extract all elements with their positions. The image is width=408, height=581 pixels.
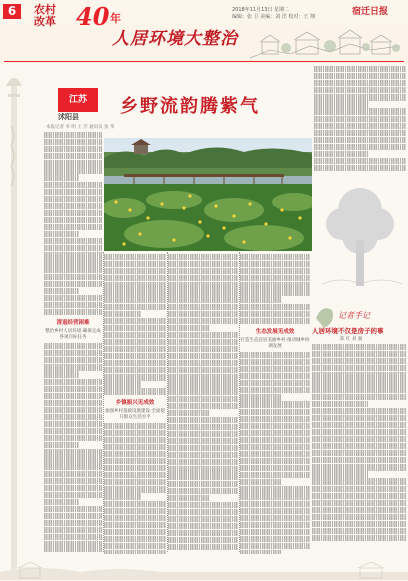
body-text-line bbox=[44, 506, 102, 512]
body-text-line bbox=[44, 259, 102, 265]
body-text-line bbox=[168, 304, 238, 310]
body-text-line bbox=[314, 116, 406, 122]
body-text-line bbox=[168, 353, 238, 359]
body-text-line bbox=[168, 431, 238, 437]
body-text-line bbox=[44, 343, 102, 349]
column-slogan: 人居环境大整治 bbox=[112, 29, 238, 49]
body-text-line bbox=[314, 151, 369, 157]
body-text-line bbox=[168, 268, 238, 274]
body-text-line bbox=[168, 367, 238, 373]
body-text-line bbox=[104, 275, 166, 281]
body-text-line bbox=[240, 458, 310, 464]
body-text-line bbox=[44, 288, 79, 294]
body-text-line bbox=[44, 513, 102, 519]
county-name: 沭阳县 bbox=[58, 113, 79, 121]
body-text-line bbox=[240, 387, 310, 393]
body-text-line bbox=[44, 146, 102, 152]
section-subheading: 清退经营困难 bbox=[56, 320, 90, 327]
page-header bbox=[0, 0, 408, 64]
body-text-line bbox=[240, 536, 310, 542]
body-text-line bbox=[168, 509, 238, 515]
section-label-line1: 农村 bbox=[34, 3, 56, 16]
body-text-line bbox=[44, 456, 102, 462]
body-text-line bbox=[312, 500, 406, 506]
body-text-line bbox=[314, 101, 369, 107]
body-text-line bbox=[104, 515, 166, 521]
body-text-line bbox=[312, 443, 406, 449]
editor-credits: 编辑：张 卫 美编：刘 洋 校对：王 翔 bbox=[232, 14, 315, 20]
body-text-line bbox=[312, 408, 406, 414]
body-text-line bbox=[168, 537, 238, 543]
body-text-line bbox=[44, 478, 102, 484]
body-text-line bbox=[44, 541, 102, 547]
body-text-line bbox=[240, 529, 310, 535]
body-text-line bbox=[104, 522, 166, 528]
essay-author: 陈 红 刘 强 bbox=[340, 337, 363, 342]
body-text-line bbox=[168, 445, 238, 451]
body-text-line bbox=[104, 437, 166, 443]
body-text-line bbox=[168, 417, 238, 423]
body-text-line bbox=[312, 386, 406, 392]
newspaper-logo: 宿迁日报 bbox=[352, 7, 389, 17]
body-text-line bbox=[168, 282, 238, 288]
body-text-line bbox=[314, 87, 406, 93]
header-rule bbox=[4, 61, 404, 62]
body-text-line bbox=[240, 515, 310, 521]
section-subheading: 乡镇振兴见成效 bbox=[115, 399, 155, 406]
body-text-line bbox=[312, 471, 368, 477]
body-text-line bbox=[44, 231, 79, 237]
body-text-line bbox=[44, 371, 79, 377]
body-text-line bbox=[168, 544, 238, 550]
body-text-line bbox=[312, 436, 406, 442]
body-text-line bbox=[168, 452, 238, 458]
body-text-line bbox=[44, 153, 102, 159]
section-subheading-note: 打造生态宜居美丽乡村·推动城乡协调发展 bbox=[240, 337, 310, 349]
body-text-line bbox=[240, 522, 310, 528]
body-text-line bbox=[312, 422, 406, 428]
body-text-line bbox=[104, 529, 166, 535]
body-text-line bbox=[240, 479, 282, 485]
county-badge: 江苏 bbox=[58, 88, 98, 112]
body-text-line bbox=[312, 344, 406, 350]
body-text-line bbox=[44, 167, 102, 173]
body-text-line bbox=[168, 481, 238, 487]
body-text-line bbox=[104, 367, 166, 373]
body-text-line bbox=[44, 534, 102, 540]
body-text-line bbox=[240, 409, 310, 415]
section-label-line2: 改革 bbox=[34, 15, 56, 28]
body-text-line bbox=[104, 381, 141, 387]
body-text-line bbox=[168, 325, 210, 331]
body-text-line bbox=[168, 289, 238, 295]
body-text-line bbox=[104, 374, 166, 380]
body-text-line bbox=[240, 373, 310, 379]
body-text-line bbox=[240, 416, 310, 422]
body-text-line bbox=[44, 357, 102, 363]
body-text-line bbox=[314, 123, 406, 129]
essay-body bbox=[312, 344, 406, 554]
section-subheading-note: 整治乡村人居环境·确保完成各项目标任务 bbox=[45, 329, 101, 341]
body-text-line bbox=[44, 182, 102, 188]
body-text-line bbox=[104, 430, 166, 436]
body-text-line bbox=[104, 486, 166, 492]
body-text-line bbox=[44, 400, 102, 406]
body-text-line bbox=[240, 472, 310, 478]
body-text-line bbox=[240, 359, 310, 365]
body-text-line bbox=[312, 372, 406, 378]
body-text-line bbox=[104, 339, 166, 345]
article-column-1 bbox=[44, 132, 102, 552]
body-text-line bbox=[240, 289, 310, 295]
article-column-3 bbox=[168, 254, 238, 554]
body-text-line bbox=[44, 350, 102, 356]
body-text-line bbox=[104, 444, 166, 450]
body-text-line bbox=[44, 274, 102, 280]
body-text-line bbox=[44, 442, 79, 448]
body-text-line bbox=[240, 401, 310, 407]
body-text-line bbox=[44, 386, 102, 392]
body-text-line bbox=[312, 528, 406, 534]
body-text-line bbox=[314, 73, 406, 79]
body-text-line bbox=[44, 132, 102, 138]
body-text-line bbox=[44, 139, 102, 145]
body-text-line bbox=[240, 423, 310, 429]
body-text-line bbox=[240, 486, 310, 492]
body-text-line bbox=[44, 160, 102, 166]
body-text-line bbox=[44, 520, 102, 526]
body-text-line bbox=[44, 238, 102, 244]
body-text-line bbox=[312, 450, 406, 456]
body-text-line bbox=[104, 451, 166, 457]
body-text-line bbox=[104, 332, 166, 338]
body-text-line bbox=[240, 318, 310, 324]
body-text-line bbox=[312, 415, 406, 421]
body-text-line bbox=[168, 275, 238, 281]
body-text-line bbox=[168, 261, 238, 267]
body-text-line bbox=[104, 479, 166, 485]
body-text-line bbox=[240, 366, 310, 372]
body-text-line bbox=[44, 295, 102, 301]
body-text-line bbox=[168, 424, 238, 430]
body-text-line bbox=[168, 346, 238, 352]
article-headline: 乡野流韵腾紫气 bbox=[120, 96, 260, 117]
body-text-line bbox=[312, 429, 406, 435]
body-text-line bbox=[168, 502, 238, 508]
body-text-line bbox=[168, 530, 238, 536]
body-text-line bbox=[312, 478, 406, 484]
body-text-line bbox=[168, 388, 238, 394]
body-text-line bbox=[44, 485, 102, 491]
body-text-line bbox=[168, 473, 238, 479]
body-text-line bbox=[240, 311, 310, 317]
body-text-line bbox=[104, 268, 166, 274]
body-text-line bbox=[44, 252, 102, 258]
body-text-line bbox=[104, 282, 166, 288]
body-text-line bbox=[168, 438, 238, 444]
body-text-line bbox=[168, 296, 238, 302]
body-text-line bbox=[104, 254, 166, 260]
body-text-line bbox=[168, 381, 238, 387]
body-text-line bbox=[312, 401, 368, 407]
body-text-line bbox=[240, 451, 310, 457]
body-text-line bbox=[104, 325, 166, 331]
body-text-line bbox=[240, 550, 282, 554]
body-text-line bbox=[312, 394, 406, 400]
body-text-line bbox=[104, 353, 166, 359]
body-text-line bbox=[312, 493, 406, 499]
wetland-park-photo bbox=[104, 138, 312, 251]
body-text-line bbox=[104, 304, 166, 310]
body-text-line bbox=[168, 311, 238, 317]
body-text-line bbox=[104, 465, 166, 471]
village-skyline-illustration bbox=[250, 20, 400, 60]
body-text-line bbox=[314, 108, 406, 114]
body-text-line bbox=[240, 282, 310, 288]
body-text-line bbox=[168, 466, 238, 472]
body-text-line bbox=[104, 296, 166, 302]
body-text-line bbox=[104, 458, 166, 464]
body-text-line bbox=[44, 449, 102, 455]
body-text-line bbox=[168, 332, 238, 338]
essay-tag: 记者手记 bbox=[338, 311, 370, 320]
body-text-line bbox=[240, 296, 282, 302]
body-text-line bbox=[168, 459, 238, 465]
body-text-line bbox=[44, 421, 102, 427]
body-text-line bbox=[44, 407, 102, 413]
body-text-line bbox=[168, 403, 238, 409]
tree-illustration bbox=[312, 180, 408, 290]
body-text-line bbox=[44, 492, 102, 498]
body-text-line bbox=[104, 550, 166, 554]
body-text-line bbox=[240, 380, 310, 386]
pillar-decoration bbox=[4, 66, 24, 576]
body-text-line bbox=[240, 268, 310, 274]
body-text-line bbox=[44, 428, 102, 434]
body-text-line bbox=[44, 379, 102, 385]
body-text-line bbox=[168, 374, 238, 380]
body-text-line bbox=[104, 388, 166, 394]
body-text-line bbox=[44, 302, 102, 308]
body-text-line bbox=[44, 463, 102, 469]
body-text-line bbox=[168, 410, 210, 416]
body-text-line bbox=[240, 444, 310, 450]
body-text-line bbox=[240, 304, 310, 310]
body-text-line bbox=[312, 535, 406, 541]
page-number: 6 bbox=[3, 4, 21, 19]
body-text-line bbox=[312, 514, 406, 520]
body-text-line bbox=[240, 430, 310, 436]
body-text-line bbox=[240, 394, 282, 400]
body-text-line bbox=[168, 523, 238, 529]
body-text-line bbox=[44, 203, 102, 209]
article-column-4 bbox=[240, 254, 310, 554]
body-text-line bbox=[240, 508, 310, 514]
body-text-line bbox=[104, 261, 166, 267]
body-text-line bbox=[168, 318, 238, 324]
body-text-line bbox=[312, 457, 406, 463]
body-text-line bbox=[240, 465, 310, 471]
body-text-line bbox=[312, 358, 406, 364]
body-text-line bbox=[44, 527, 102, 533]
body-text-line bbox=[240, 261, 310, 267]
section-subheading: 生态发展见成效 bbox=[255, 328, 295, 335]
article-column-2 bbox=[104, 254, 166, 554]
body-text-line bbox=[314, 144, 406, 150]
body-text-line bbox=[44, 224, 102, 230]
body-text-line bbox=[44, 245, 102, 251]
body-text-line bbox=[104, 311, 141, 317]
body-text-line bbox=[168, 254, 238, 260]
body-text-line bbox=[168, 488, 238, 494]
body-text-line bbox=[44, 210, 102, 216]
body-text-line bbox=[44, 217, 102, 223]
body-text-line bbox=[104, 472, 166, 478]
body-text-line bbox=[240, 352, 310, 358]
body-text-line bbox=[312, 365, 406, 371]
body-text-line bbox=[240, 275, 310, 281]
body-text-line bbox=[104, 289, 166, 295]
article-byline: 本报记者 李 明 王 芳 通讯员 张 华 bbox=[46, 125, 115, 130]
section-subheading-note: 加强乡村基础设施建设·全面提升群众生活水平 bbox=[105, 408, 165, 420]
body-text-line bbox=[240, 493, 310, 499]
body-text-line bbox=[240, 437, 310, 443]
body-text-line bbox=[104, 493, 141, 499]
body-text-line bbox=[312, 521, 406, 527]
body-text-line bbox=[312, 351, 406, 357]
body-text-line bbox=[44, 499, 79, 505]
body-text-line bbox=[168, 516, 238, 522]
body-text-line bbox=[44, 548, 102, 552]
section-label bbox=[34, 4, 56, 28]
body-text-line bbox=[312, 486, 406, 492]
body-text-line bbox=[168, 495, 210, 501]
bottom-village-illustration bbox=[0, 560, 408, 581]
body-text-line bbox=[314, 130, 406, 136]
body-text-line bbox=[104, 543, 166, 549]
body-text-line bbox=[314, 94, 406, 100]
body-text-line bbox=[104, 508, 166, 514]
body-text-line bbox=[44, 196, 102, 202]
body-text-line bbox=[314, 158, 406, 164]
body-text-line bbox=[44, 281, 102, 287]
body-text-line bbox=[240, 254, 310, 260]
body-text-line bbox=[240, 501, 310, 507]
body-text-line bbox=[44, 364, 102, 370]
body-text-line bbox=[44, 393, 102, 399]
body-text-line bbox=[314, 80, 406, 86]
body-text-line bbox=[104, 346, 166, 352]
anniversary-number: 40 bbox=[76, 2, 110, 31]
body-text-line bbox=[44, 309, 102, 315]
body-text-line bbox=[314, 137, 406, 143]
body-text-line bbox=[104, 423, 166, 429]
body-text-line bbox=[44, 471, 102, 477]
body-text-line bbox=[168, 339, 238, 345]
body-text-line bbox=[44, 435, 102, 441]
body-text-line bbox=[312, 507, 406, 513]
body-text-line bbox=[168, 360, 238, 366]
essay-title: 人居环境不仅是房子的事 bbox=[312, 327, 384, 335]
body-text-line bbox=[312, 379, 406, 385]
body-text-line bbox=[314, 66, 406, 72]
body-text-line bbox=[314, 165, 406, 171]
body-text-line bbox=[240, 543, 310, 549]
body-text-line bbox=[104, 318, 166, 324]
body-text-line bbox=[104, 501, 166, 507]
body-text-line bbox=[44, 414, 102, 420]
article-column-5 bbox=[314, 66, 406, 178]
body-text-line bbox=[104, 536, 166, 542]
body-text-line bbox=[44, 266, 102, 272]
body-text-line bbox=[168, 396, 238, 402]
anniversary-suffix: 年 bbox=[110, 12, 121, 25]
body-text-line bbox=[104, 360, 166, 366]
issue-date: 2018年11月13日 星期二 bbox=[232, 7, 290, 13]
body-text-line bbox=[312, 464, 406, 470]
body-text-line bbox=[44, 189, 102, 195]
body-text-line bbox=[44, 174, 79, 180]
